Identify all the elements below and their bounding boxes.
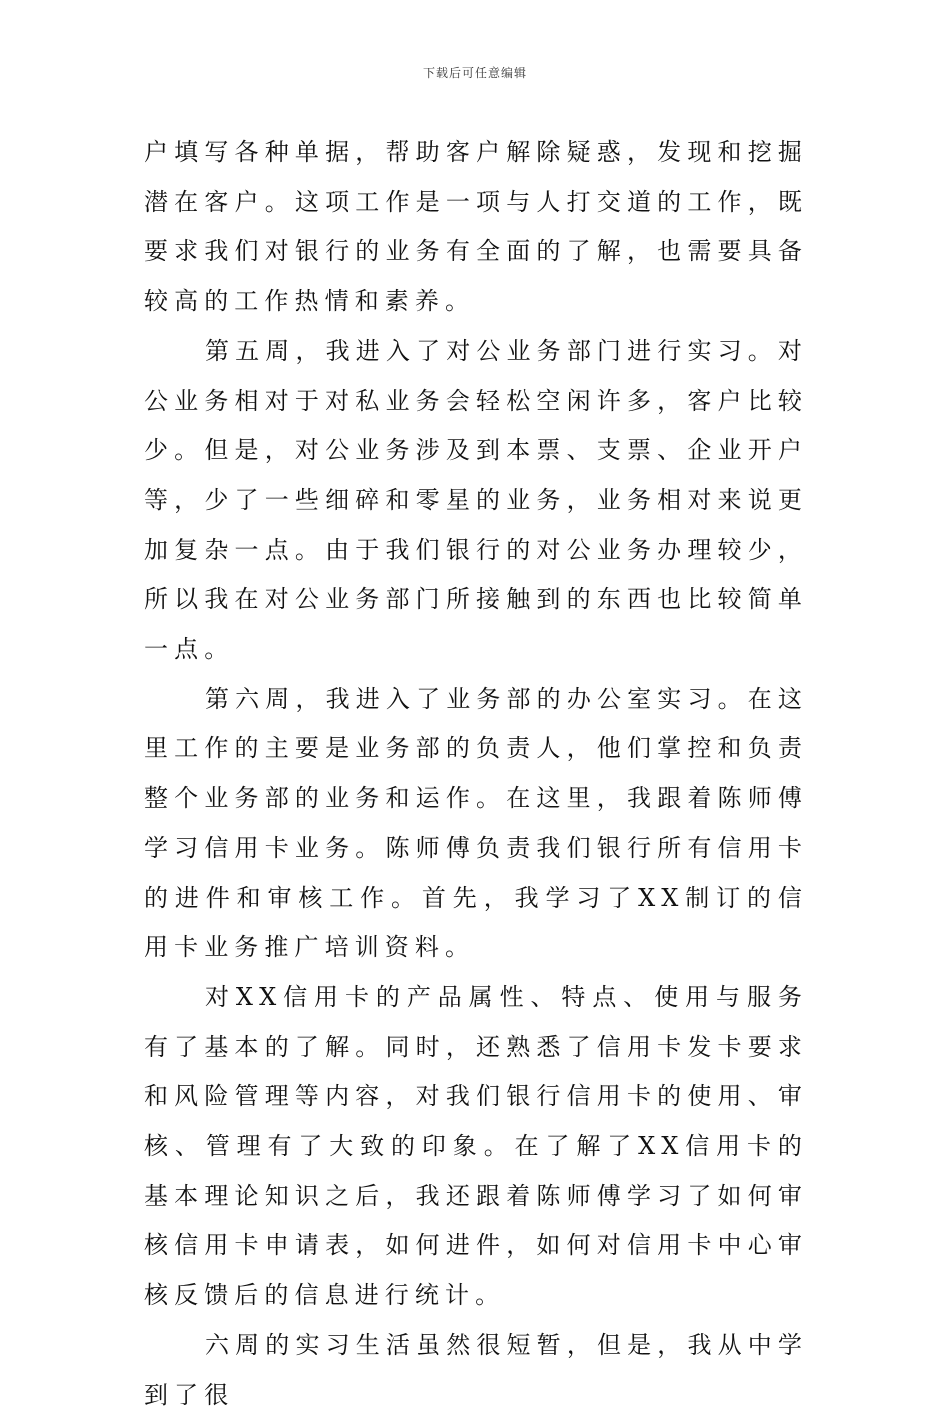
page-header-note: 下载后可任意编辑 (422, 66, 527, 80)
paragraph-1: 户填写各种单据，帮助客户解除疑惑，发现和挖掘潜在客户。这项工作是一项与人打交道的工作，既要求我们对银行的业务有全面的了解，也需要具备较高的工作热情和素养。 (144, 138, 808, 316)
paragraph-2: 第五周，我进入了对公业务部门进行实习。对公业务相对于对私业务会轻松空闲许多，客户比较少。但是，对公业务涉及到本票、支票、企业开户等，少了一些细碎和零星的业务，业务相对来说更加复杂一点。由于我们银行的对公业务办理较少，所以我在对公业务部门所接触到的东西也比较简单一点。 (144, 336, 808, 664)
paragraph-3: 第六周，我进入了业务部的办公室实习。在这里工作的主要是业务部的负责人，他们掌控和负责整个业务部的业务和运作。在这里，我跟着陈师傅学习信用卡业务。陈师傅负责我们银行所有信用卡的进件和审核工作。首先，我学习了XX制订的信用卡业务推广培训资料。 (144, 684, 808, 962)
paragraph-5: 六周的实习生活虽然很短暂，但是，我从中学到了很 (144, 1330, 808, 1409)
paragraph-4: 对XX信用卡的产品属性、特点、使用与服务有了基本的了解。同时，还熟悉了信用卡发卡要求和风险管理等内容，对我们银行信用卡的使用、审核、管理有了大致的印象。在了解了XX信用卡的基本理论知识之后，我还跟着陈师傅学习了如何审核信用卡申请表，如何进件，如何对信用卡中心审核反馈后的信息进行统计。 (144, 982, 808, 1310)
document-body (144, 128, 808, 1420)
